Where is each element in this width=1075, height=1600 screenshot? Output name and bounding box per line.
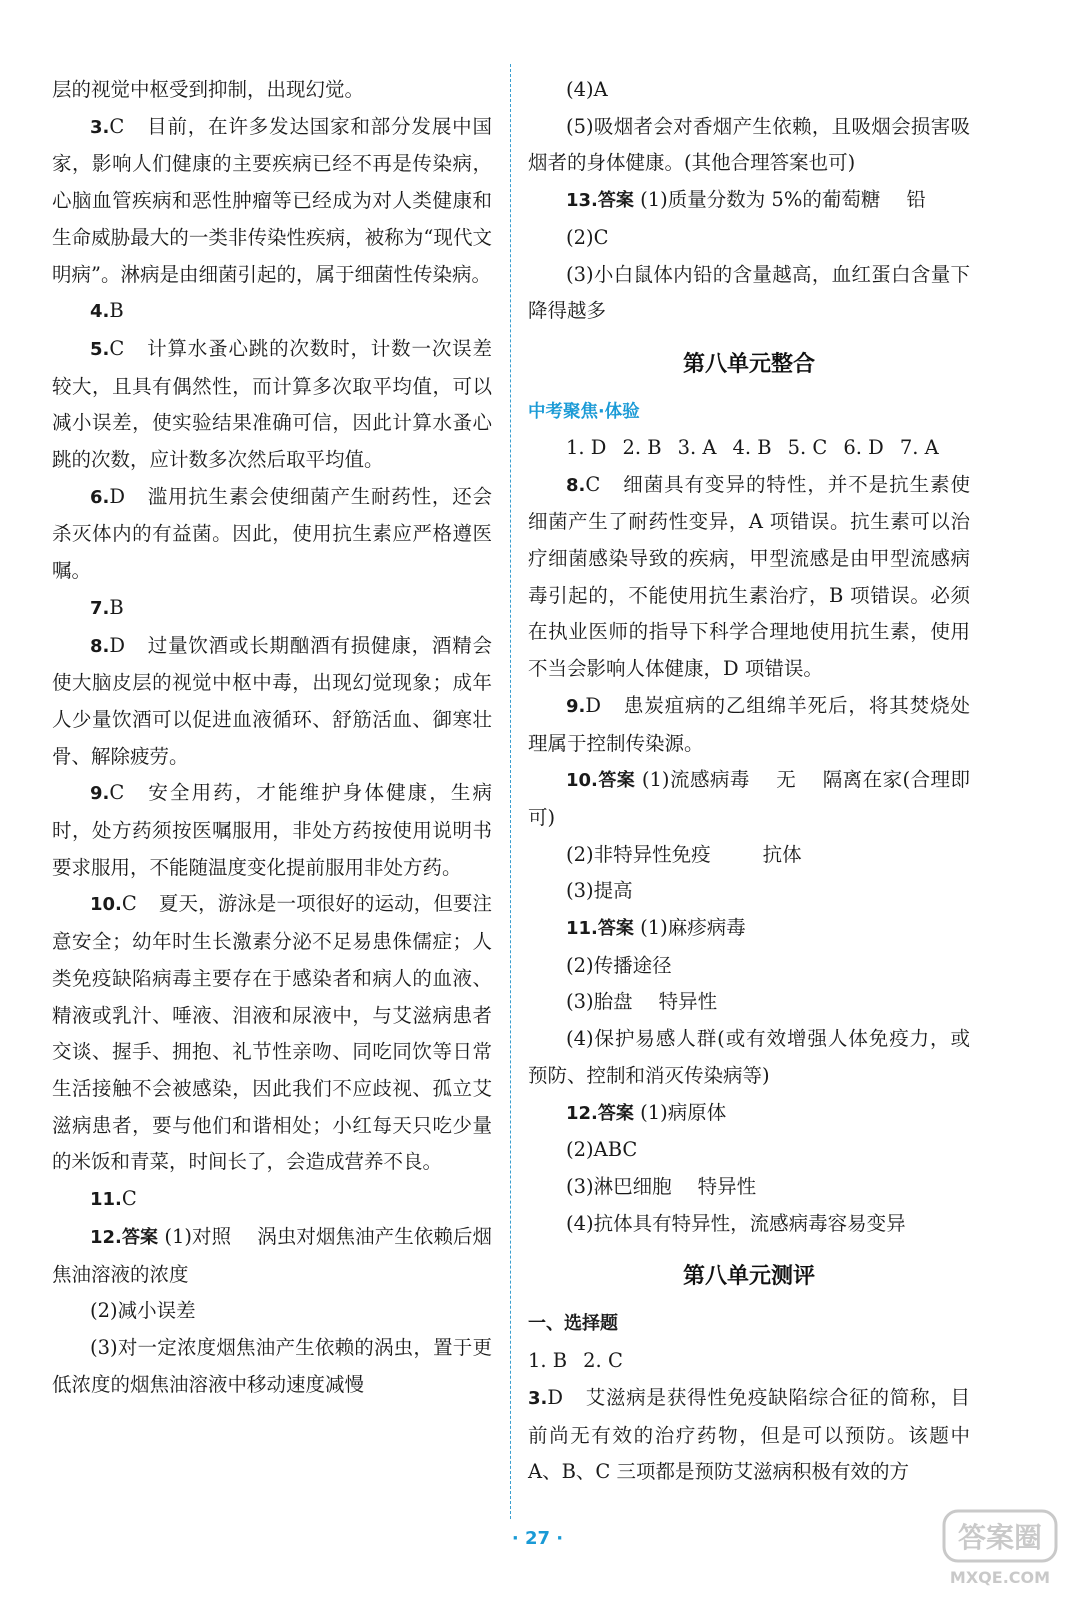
explanation: 安全用药，才能维护身体健康，生病时，处方药须按医嘱服用，非处方药按使用说明书要求服用，不能随温度变化提前服用非处方药。 (52, 781, 492, 879)
answer-choice: D (547, 1385, 564, 1409)
answer-4 (52, 293, 492, 331)
part-title-choice: 一、选择题 (528, 1313, 618, 1335)
answer-choice: C (121, 1187, 137, 1211)
mc-answer: 2. B (622, 435, 662, 459)
explanation: 目前，在许多发达国家和部分发展中国家，影响人们健康的主要疾病已经不再是传染病，心脑血管疾病和恶性肿瘤等已经成为对人类健康和生命威胁最大的一类非传染性疾病，被称为“现代文明病”。淋病是由细菌引起的，属于细菌性传染病。 (52, 114, 492, 286)
mc-answer: 3. A (677, 435, 717, 459)
answer-r12-part-3 (528, 1169, 970, 1206)
left-column (52, 72, 492, 1403)
question-number: 4. (90, 301, 110, 323)
answer-choice: B (109, 595, 124, 619)
answer-6 (52, 479, 492, 590)
answer-12-part-3: (3)对一定浓度烟焦油产生依赖的涡虫，置于更低浓度的烟焦油溶液中移动速度减慢 (52, 1335, 492, 1396)
answer-part: (1)质量分数为 5%的葡萄糖 (640, 188, 881, 212)
mc-answer: 2. C (583, 1349, 623, 1373)
mc-answer: 5. C (787, 435, 828, 459)
answer-r10-part-2 (528, 837, 970, 874)
answer-label: 答案 (597, 190, 634, 212)
answer-part: (2)非特异性免疫 (566, 842, 711, 866)
answer-label: 答案 (597, 770, 636, 792)
answer-7 (52, 590, 492, 628)
answer-part: 无 (775, 768, 797, 792)
explanation: 艾滋病是获得性免疫缺陷综合征的简称，目前尚无有效的治疗药物，但是可以预防。该题中 A、B、C 三项都是预防艾滋病积极有效的方 (528, 1385, 970, 1484)
watermark-bottom-text: MXQE.COM (949, 1568, 1051, 1587)
answer-t3 (528, 1380, 970, 1491)
question-number: 5. (90, 338, 110, 360)
question-number: 3. (528, 1387, 548, 1409)
answer-12-part-4: (4)A (566, 78, 608, 101)
answer-r9 (528, 688, 970, 762)
answer-13-part-3: (3)小白鼠体内铅的含量越高，血红蛋白含量下降得越多 (528, 262, 970, 323)
explanation: 滥用抗生素会使细菌产生耐药性，还会杀灭体内的有益菌。因此，使用抗生素应严格遵医嘱。 (52, 484, 492, 583)
answer-part: (3)胎盘 (566, 990, 633, 1014)
answer-9 (52, 775, 492, 886)
answer-choice: D (585, 693, 602, 717)
answer-label: 答案 (121, 1226, 159, 1248)
answer-choice: D (109, 633, 126, 657)
question-number: 10. (566, 770, 598, 792)
answer-r12-part-4: (4)抗体具有特异性，流感病毒容易变异 (566, 1211, 906, 1235)
mc-answer: 6. D (843, 435, 884, 459)
mc-answer: 1. B (528, 1349, 568, 1373)
question-number: 10. (90, 894, 122, 916)
answer-part: 涡虫对烟焦油产生依赖后烟焦油溶液的浓度 (52, 1224, 492, 1286)
answer-choice: C (109, 336, 125, 360)
answer-r11-part-4: (4)保护易感人群(或有效增强人体免疫力，或预防、控制和消灭传染病等) (528, 1027, 970, 1087)
answer-13 (528, 182, 970, 220)
answer-5 (52, 331, 492, 479)
answer-12 (52, 1219, 492, 1293)
question-number: 13. (566, 190, 598, 212)
answer-12-part-2: (2)减小误差 (90, 1299, 196, 1323)
mc-answer: 4. B (732, 435, 772, 459)
answer-r11-part-3 (528, 984, 970, 1021)
page-number: · 27 · (511, 1528, 564, 1549)
right-column (528, 72, 970, 1491)
section-title-integration: 第八单元整合 (682, 351, 815, 377)
column-divider (510, 64, 511, 1519)
answer-choice: C (109, 781, 125, 805)
answer-part: 特异性 (697, 1174, 757, 1198)
answer-r10 (528, 762, 970, 836)
paragraph-continuation: 层的视觉中枢受到抑制，出现幻觉。 (52, 78, 365, 101)
answer-choice: C (585, 472, 601, 496)
question-number: 11. (90, 1189, 122, 1211)
multiple-choice-answers-2 (528, 1343, 970, 1380)
question-number: 8. (90, 635, 110, 657)
answer-r8 (528, 467, 970, 688)
answer-10 (52, 886, 492, 1181)
answer-r12-part-2: (2)ABC (566, 1138, 638, 1162)
answer-r12 (528, 1095, 970, 1133)
answer-r11-part-2: (2)传播途径 (566, 953, 672, 977)
explanation: 患炭疽病的乙组绵羊死后，将其焚烧处理属于控制传染源。 (528, 693, 970, 755)
answer-label: 答案 (597, 1102, 634, 1124)
answer-part: 铅 (906, 188, 926, 212)
mc-answer: 7. A (899, 435, 939, 459)
answer-part: (1)对照 (164, 1224, 232, 1248)
answer-choice: C (121, 892, 137, 916)
answer-11 (52, 1181, 492, 1219)
section-title-assessment: 第八单元测评 (682, 1264, 815, 1290)
answer-label: 答案 (597, 918, 634, 940)
answer-part: (1)麻疹病毒 (640, 916, 746, 940)
explanation: 细菌具有变异的特性，并不是抗生素使细菌产生了耐药性变异，A 项错误。抗生素可以治疗细菌感染导致的疾病，甲型流感是由甲型流感病毒引起的，不能使用抗生素治疗，B 项错误。必须在执业医师的指导下科学合理地使用抗生素，使用不当会影响人体健康，D 项错误。 (528, 472, 970, 681)
answer-part: (3)淋巴细胞 (566, 1174, 672, 1198)
question-number: 12. (566, 1102, 598, 1124)
question-number: 3. (90, 116, 110, 138)
answer-part: 抗体 (762, 842, 802, 866)
question-number: 9. (566, 695, 586, 717)
explanation: 夏天，游泳是一项很好的运动，但要注意安全；幼年时生长激素分泌不足易患侏儒症；人类免疫缺陷病毒主要存在于感染者和病人的血液、精液或乳汁、唾液、泪液和尿液中，与艾滋病患者交谈、握手、拥抱、礼节性亲吻、同吃同饮等日常生活接触不会被感染，因此我们不应歧视、孤立艾滋病患者，要与他们和谐相处；小红每天只吃少量的米饭和青菜，时间长了，会造成营养不良。 (52, 892, 492, 1174)
answer-choice: C (109, 114, 125, 138)
answer-part: 特异性 (658, 990, 718, 1014)
question-number: 8. (566, 474, 586, 496)
answer-r10-part-3: (3)提高 (566, 879, 633, 903)
answer-3 (52, 109, 492, 294)
answer-12-part-5: (5)吸烟者会对香烟产生依赖，且吸烟会损害吸烟者的身体健康。(其他合理答案也可) (528, 114, 970, 175)
explanation: 过量饮酒或长期酗酒有损健康，酒精会使大脑皮层的视觉中枢中毒，出现幻觉现象；成年人少量饮酒可以促进血液循环、舒筋活血、御寒壮骨、解除疲劳。 (52, 633, 492, 768)
answer-8 (52, 628, 492, 776)
answer-choice: B (109, 299, 124, 323)
watermark-top-text: 答案圈 (957, 1521, 1043, 1554)
question-number: 11. (566, 918, 598, 940)
question-number: 12. (90, 1226, 122, 1248)
question-number: 9. (90, 783, 110, 805)
answer-choice: D (109, 484, 126, 508)
watermark-logo-icon (940, 1505, 1060, 1590)
answer-r11 (528, 910, 970, 948)
answer-part: (1)病原体 (640, 1100, 727, 1124)
subsection-title: 中考聚焦·体验 (528, 401, 640, 422)
question-number: 6. (90, 486, 110, 508)
answer-part: (1)流感病毒 (641, 768, 750, 792)
explanation: 计算水蚤心跳的次数时，计数一次误差较大，且具有偶然性，而计算多次取平均值，可以减小误差，使实验结果准确可信，因此计算水蚤心跳的次数，应计数多次然后取平均值。 (52, 336, 492, 472)
mc-answer: 1. D (566, 435, 607, 459)
question-number: 7. (90, 597, 110, 619)
multiple-choice-answers (528, 430, 970, 467)
answer-part: 隔离在家(合理即可) (528, 768, 971, 829)
answer-13-part-2: (2)C (566, 225, 609, 249)
